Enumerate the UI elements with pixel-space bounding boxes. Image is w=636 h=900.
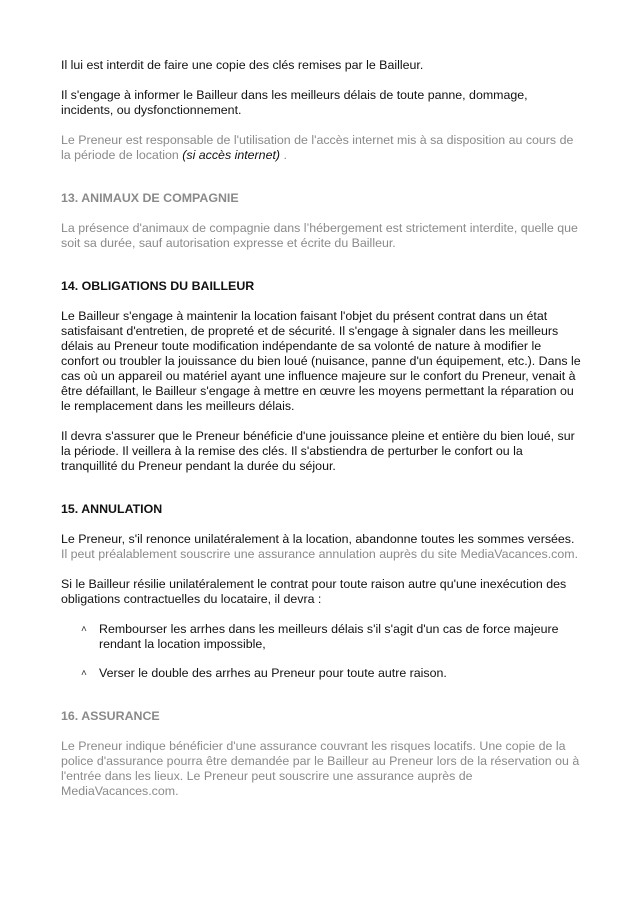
paragraph-keys: Il lui est interdit de faire une copie des clés remises par le Bailleur. [61,58,424,72]
paragraph-internet [61,133,581,163]
list-item-text: Verser le double des arrhes au Preneur pour toute autre raison. [99,666,447,680]
section-14-paragraph-1: Le Bailleur s'engage à maintenir la location faisant l'objet du présent contrat dans un état satisfaisant d'entretien, de propreté et de sécurité. Il s'engage à signaler dans les meilleurs délais au Preneur toute modification indépendante de sa volonté de nature à modifier le confort ou troubler la jouissance du bien loué (nuisance, panne d'un équipement, etc.). Dans le cas où un appareil ou matériel ayant une influence majeure sur le confort du Preneur, venait à être défaillant, le Bailleur s'engage à mettre en œuvre les moyens permettant la réparation ou le remplacement dans les meilleurs délais. [61,309,581,413]
caret-up-icon: ˄ [81,624,87,635]
section-15-paragraph-1-dark: Le Preneur, s'il renonce unilatéralement à la location, abandonne toutes les sommes versées. [61,532,575,546]
caret-up-icon: ˄ [81,668,87,679]
section-15-paragraph-1-gray: Il peut préalablement souscrire une assurance annulation auprès du site MediaVacances.com. [61,547,579,561]
section-13-text: La présence d'animaux de compagnie dans l’hébergement est strictement interdite, quelle que soit sa durée, sauf autorisation expresse et écrite du Bailleur. [61,221,578,250]
section-15-bullet-list [61,622,581,681]
document-page [61,58,581,799]
section-14-title: 14. OBLIGATIONS DU BAILLEUR [61,279,255,293]
list-item [61,666,581,681]
paragraph-inform: Il s'engage à informer le Bailleur dans les meilleurs délais de toute panne, dommage, incidents, ou dysfonctionnement. [61,88,528,117]
section-13-title: 13. ANIMAUX DE COMPAGNIE [61,191,239,205]
paragraph-internet-main: Le Preneur est responsable de l'utilisation de l'accès internet mis à sa disposition au cours de la période de location [61,133,574,162]
list-item-text: Rembourser les arrhes dans les meilleurs délais s'il s'agit d'un cas de force majeure rendant la location impossible, [99,622,559,651]
section-16-text: Le Preneur indique bénéficier d'une assurance couvrant les risques locatifs. Une copie de la police d'assurance pourra être demandée par le Bailleur au Preneur lors de la réservation ou à l'entrée dans les lieux. Le Preneur peut souscrire une assurance auprès de MediaVacances.com. [61,739,580,798]
section-16-title: 16. ASSURANCE [61,709,160,723]
section-15-paragraph-2: Si le Bailleur résilie unilatéralement le contrat pour toute raison autre qu'une inexécution des obligations contractuelles du locataire, il devra : [61,577,567,606]
list-item [61,622,581,652]
paragraph-internet-emphasis: (si accès internet) [182,148,281,162]
paragraph-internet-end: . [280,148,287,162]
section-14-paragraph-2: Il devra s'assurer que le Preneur bénéficie d'une jouissance pleine et entière du bien loué, sur la période. Il veillera à la remise des clés. Il s'abstiendra de perturber le confort ou la tranquillité du Preneur pendant la durée du séjour. [61,429,575,473]
section-15-title: 15. ANNULATION [61,502,163,516]
section-15-paragraph-1 [61,532,581,562]
